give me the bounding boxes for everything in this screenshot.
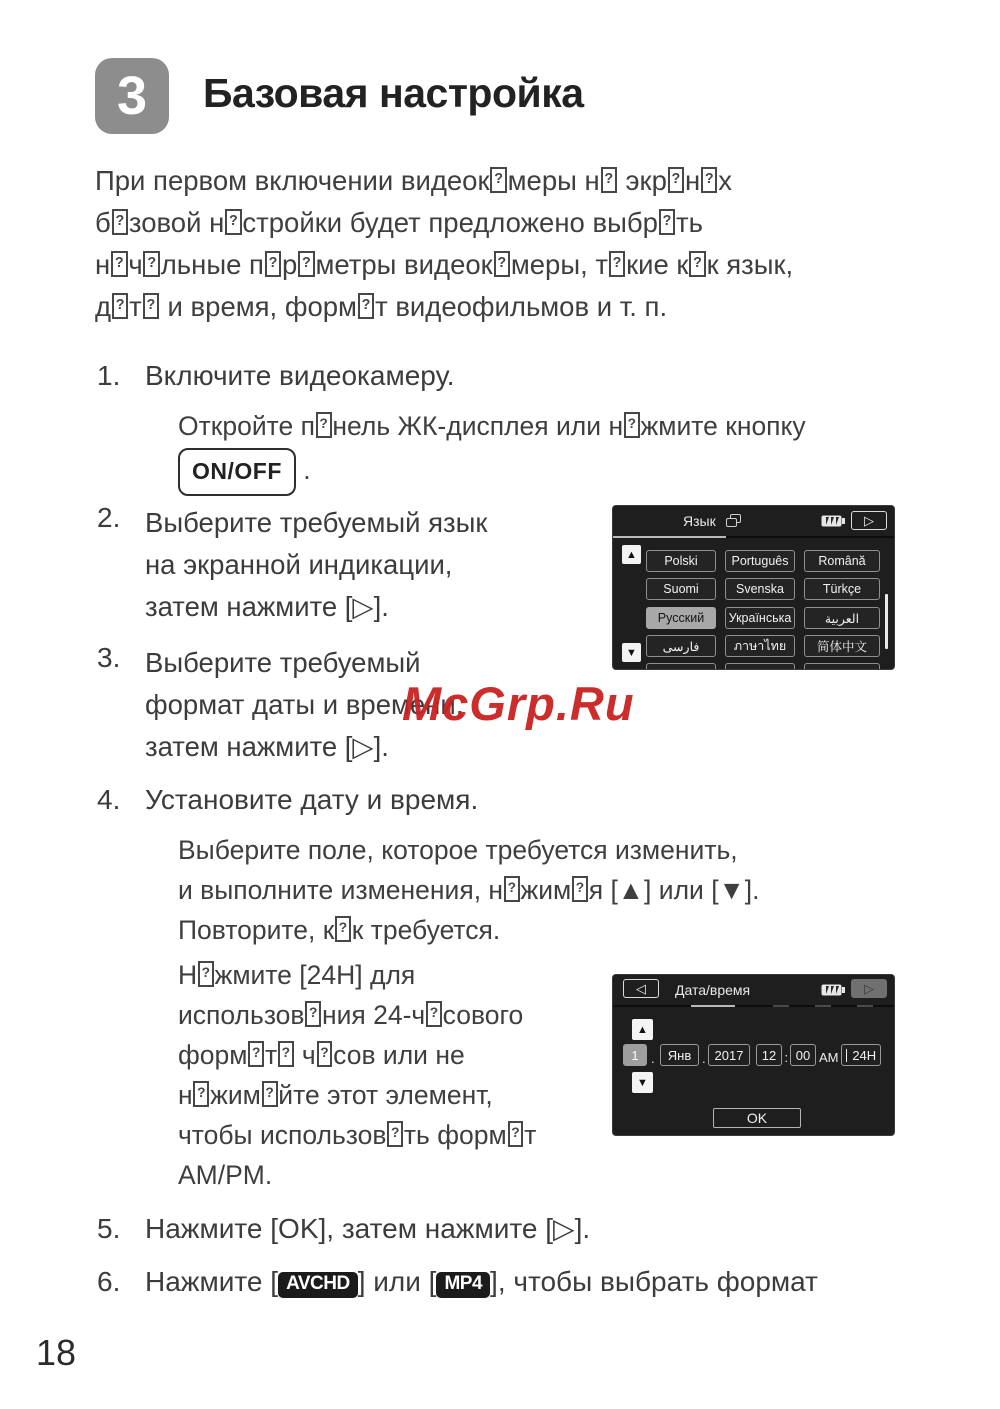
step-text: затем нажмите [▷]. (145, 591, 389, 622)
bullet-text: чтобы использов ? ть форм ? т (178, 1115, 536, 1155)
missing-glyph (143, 293, 160, 319)
scrollbar (885, 594, 888, 649)
divider-highlight (613, 536, 726, 538)
next-button (851, 511, 887, 530)
step-text: Выберите требуемый (145, 647, 421, 678)
step-1 (97, 360, 455, 392)
missing-glyph (278, 1041, 294, 1066)
down-arrow-icon: ▼ (637, 1076, 648, 1089)
next-icon: ▷ (864, 980, 874, 996)
bullet-text: н ? жим ? йте этот элемент, (178, 1075, 536, 1115)
missing-glyph (298, 251, 315, 277)
missing-glyph (335, 916, 351, 941)
scroll-up-button (622, 545, 641, 564)
ok-button: OK (713, 1108, 801, 1128)
missing-glyph (494, 251, 511, 277)
watermark: McGrp.Ru (402, 677, 635, 730)
missing-glyph (504, 876, 520, 901)
missing-glyph (668, 167, 685, 193)
step-text: Установите дату и время. (145, 784, 479, 815)
step-text: затем нажмите [▷]. (145, 731, 389, 762)
language-button: Română (804, 550, 880, 572)
divider-dash (857, 1005, 873, 1007)
missing-glyph (572, 876, 588, 901)
avchd-badge: AVCHD (278, 1272, 358, 1298)
decrease-button (632, 1072, 653, 1093)
language-button-partial (646, 663, 716, 669)
datetime-screen (613, 975, 894, 1135)
step-text: формат даты и времени, (145, 689, 464, 720)
divider-dash (773, 1005, 789, 1007)
step-6 (97, 1266, 818, 1298)
up-arrow-icon: ▲ (637, 1023, 648, 1036)
on-off-button-label: ON/OFF (178, 448, 296, 496)
bullet-text: Откройте п ? нель ЖК-дисплея или н ? жмите кнопку (178, 406, 806, 446)
missing-glyph (262, 1081, 278, 1106)
bullet-text: использов ? ния 24-ч ? сового (178, 995, 536, 1035)
cursor-bar (846, 1049, 848, 1062)
missing-glyph (317, 1041, 333, 1066)
missing-glyph (305, 1001, 321, 1026)
next-button-disabled (851, 979, 887, 998)
down-arrow-icon: ▼ (626, 646, 637, 659)
divider-highlight (691, 1005, 735, 1007)
minute-field: 00 (790, 1044, 816, 1066)
step-text: Выберите требуемый язык (145, 507, 488, 538)
missing-glyph (701, 167, 718, 193)
step-4-bullet-1 (148, 830, 760, 950)
separator: : (784, 1050, 789, 1065)
ampm-label: AM (819, 1050, 839, 1065)
step-text: Нажмите [OK], затем нажмите [▷]. (145, 1213, 591, 1244)
missing-glyph (624, 412, 640, 437)
back-icon: ◁ (636, 980, 646, 996)
missing-glyph (508, 1121, 524, 1146)
missing-glyph (111, 251, 128, 277)
language-button: Українська (725, 607, 795, 629)
missing-glyph (689, 251, 706, 277)
screen-title: Язык (683, 513, 716, 529)
bullet-text: и выполните изменения, н ? жим ? я [▲] или [▼]. (178, 870, 760, 910)
bullet-text: . (303, 455, 311, 485)
missing-glyph (601, 167, 618, 193)
missing-glyph (659, 209, 676, 235)
step-2 (97, 502, 487, 628)
missing-glyph (490, 167, 507, 193)
up-arrow-icon: ▲ (626, 548, 637, 561)
step-number: 1. (97, 360, 121, 391)
language-button: ภาษาไทย (725, 635, 795, 657)
language-button: Polski (646, 550, 716, 572)
bullet-text: форм ? т? ч ? сов или не (178, 1035, 536, 1075)
missing-glyph (426, 1001, 442, 1026)
language-button: Suomi (646, 578, 716, 600)
step-text: Включите видеокамеру. (145, 360, 455, 391)
missing-glyph (265, 251, 282, 277)
header-divider (613, 1005, 894, 1007)
language-button: فارسی (646, 635, 716, 657)
missing-glyph (248, 1041, 264, 1066)
bullet-text: Повторите, к ? к требуется. (178, 910, 760, 950)
missing-glyph (198, 961, 214, 986)
language-button: 简体中文 (804, 635, 880, 657)
intro-line: При первом включении видеок ? меры н? экр ? н ? х (95, 160, 793, 202)
language-select-screen (613, 506, 894, 669)
intro-line: д ? т? и время, форм ? т видеофильмов и т. п. (95, 286, 793, 328)
page-title: Базовая настройка (203, 70, 584, 116)
step-number: 6. (97, 1266, 121, 1297)
day-field-selected: 1 (623, 1044, 647, 1066)
year-field: 2017 (708, 1044, 750, 1066)
step-4-bullet-2 (148, 955, 536, 1195)
step-number: 5. (97, 1213, 121, 1244)
language-button-selected: Русский (646, 607, 716, 629)
mp4-badge: MP4 (436, 1272, 490, 1298)
month-field: Янв (660, 1044, 699, 1066)
missing-glyph (225, 209, 242, 235)
scroll-down-button (622, 643, 641, 662)
language-button-partial (804, 663, 880, 669)
intro-paragraph (95, 160, 793, 328)
language-button: العربية (804, 607, 880, 629)
missing-glyph (609, 251, 626, 277)
language-button: Svenska (725, 578, 795, 600)
header-divider (613, 536, 894, 538)
step-text: Нажмите [ (145, 1266, 279, 1297)
step-number: 2. (97, 502, 121, 533)
step-number: 4. (97, 784, 121, 815)
missing-glyph (193, 1081, 209, 1106)
missing-glyph (112, 293, 129, 319)
missing-glyph (358, 293, 375, 319)
step-text: на экранной индикации, (145, 549, 453, 580)
bullet-text: Выберите поле, которое требуется изменить, (178, 835, 738, 865)
back-button (623, 979, 659, 998)
chapter-number-badge: 3 (95, 58, 169, 134)
step-number: 3. (97, 642, 121, 673)
intro-line: н ? ч ? льные п ? р ? метры видеок ? меры, т ? кие к ? к язык, (95, 244, 793, 286)
missing-glyph (143, 251, 160, 277)
step-1-bullet (148, 406, 806, 488)
separator: . (651, 1051, 655, 1066)
battery-icon (821, 515, 845, 527)
page-number: 18 (36, 1332, 77, 1373)
step-4 (97, 784, 478, 816)
bullet-text: Н ? жмите [24H] для (178, 955, 536, 995)
screen-header (613, 506, 894, 536)
step-text: ], чтобы выбрать формат (490, 1266, 818, 1297)
separator: . (702, 1051, 706, 1066)
h24-toggle (841, 1044, 881, 1066)
bullet-text: AM/PM. (178, 1160, 273, 1190)
missing-glyph (387, 1121, 403, 1146)
step-text: ] или [ (357, 1266, 437, 1297)
step-5 (97, 1212, 590, 1245)
intro-line: б ? зовой н ? стройки будет предложено выбр ? ть (95, 202, 793, 244)
increase-button (632, 1019, 653, 1040)
divider-dash (815, 1005, 831, 1007)
hour-field: 12 (756, 1044, 782, 1066)
language-pages-icon (726, 514, 741, 527)
h24-label: 24H (852, 1047, 877, 1063)
missing-glyph (112, 209, 129, 235)
screen-header (613, 975, 894, 1005)
language-button: Türkçe (804, 578, 880, 600)
battery-icon (821, 984, 845, 996)
language-button: Português (725, 550, 795, 572)
screen-title: Дата/время (675, 982, 751, 998)
missing-glyph (316, 412, 332, 437)
next-icon: ▷ (864, 512, 874, 528)
language-button-partial (725, 663, 795, 669)
